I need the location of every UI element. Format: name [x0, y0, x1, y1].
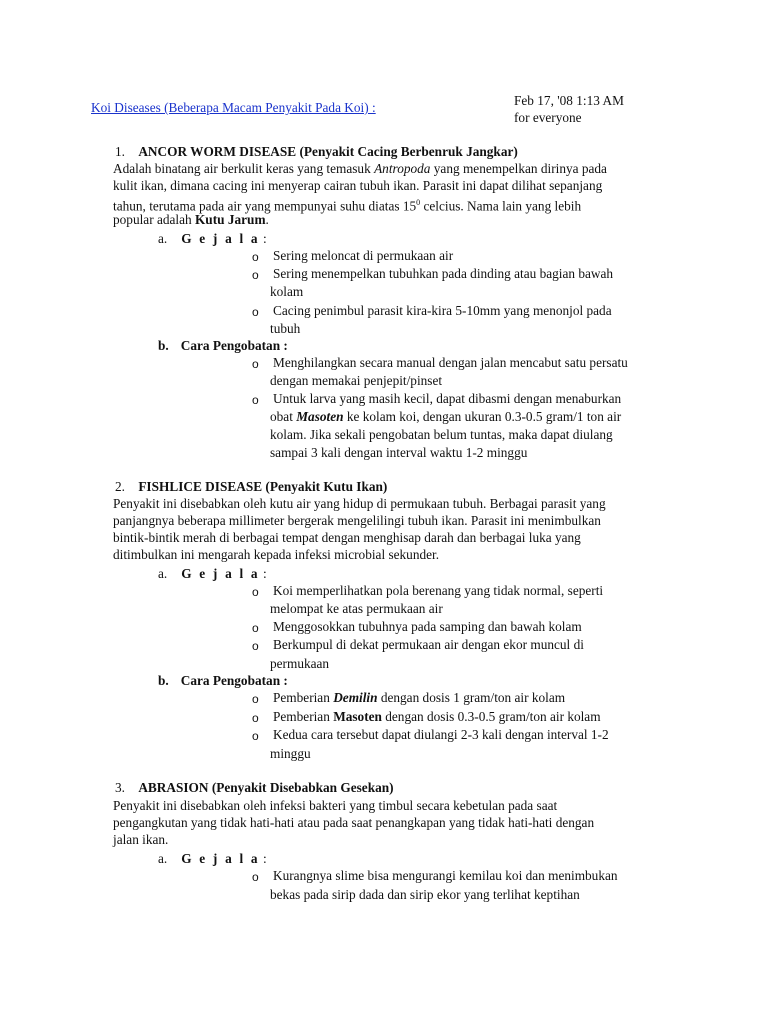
s3-para-line: jalan ikan.	[113, 832, 169, 847]
list-item: Menghilangkan secara manual dengan jalan mencabut satu persatu	[273, 355, 628, 370]
list-item: Menggosokkan tubuhnya pada samping dan bawah kolam	[273, 619, 582, 634]
list-item: Berkumpul di dekat permukaan air dengan ekor muncul di	[273, 637, 584, 652]
section-heading-text: ANCOR WORM DISEASE (Penyakit Cacing Berbenruk Jangkar)	[138, 144, 518, 159]
text-run: Adalah binatang air berkulit keras yang temasuk	[113, 161, 375, 176]
list-item: Sering meloncat di permukaan air	[273, 248, 454, 263]
list-item: Kedua cara tersebut dapat diulangi 2-3 kali dengan interval 1-2	[273, 727, 609, 742]
cara-label: Cara Pengobatan :	[180, 338, 288, 353]
subsection-a-label	[158, 850, 267, 868]
text-run-bold: Kutu Jarum	[194, 212, 266, 227]
list-item-continuation: tubuh	[270, 321, 301, 336]
list-item-continuation: melompat ke atas permukaan air	[270, 601, 443, 616]
section-heading-text: FISHLICE DISEASE (Penyakit Kutu Ikan)	[138, 479, 388, 494]
bullet-marker: o	[252, 585, 259, 599]
label-colon: :	[259, 851, 267, 866]
text-run-bold-italic: Demilin	[333, 690, 378, 705]
bullet-marker: o	[252, 305, 259, 319]
gejala-label: G e j a l a	[181, 566, 260, 581]
list-item-continuation: sampai 3 kali dengan interval waktu 1-2 minggu	[270, 445, 528, 460]
text-run: obat	[270, 409, 297, 424]
s1-para-line	[113, 211, 269, 229]
gejala-label: G e j a l a	[181, 851, 260, 866]
text-run: dengan dosis 1 gram/ton air kolam	[377, 690, 566, 705]
list-letter: a.	[158, 851, 168, 866]
bullet-marker: o	[252, 729, 259, 743]
bullet-marker: o	[252, 250, 259, 264]
degree-superscript: 0	[416, 198, 421, 207]
label-colon: :	[259, 231, 267, 246]
gejala-label: G e j a l a	[181, 231, 260, 246]
section-heading-text: ABRASION (Penyakit Disebabkan Gesekan)	[138, 780, 394, 795]
subsection-b-label	[158, 672, 288, 690]
title-link[interactable]: Koi Diseases (Beberapa Macam Penyakit Pada Koi) :	[91, 100, 376, 115]
list-item-continuation	[270, 408, 621, 426]
section-2-heading	[115, 478, 387, 496]
s1-para-line: kulit ikan, dimana cacing ini menyerap cairan tubuh ikan. Parasit ini dapat dilihat sepanjang	[113, 178, 603, 193]
subsection-b-label	[158, 337, 288, 355]
list-item	[273, 689, 565, 707]
bullet-marker: o	[252, 357, 259, 371]
text-run: yang menempelkan dirinya pada	[430, 161, 607, 176]
text-run: Pemberian	[273, 690, 334, 705]
list-item: Cacing penimbul parasit kira-kira 5-10mm yang menonjol pada	[273, 303, 612, 318]
s2-para-line: ditimbulkan ini mengarah kepada infeksi microbial sekunder.	[113, 547, 440, 562]
bullet-marker: o	[252, 393, 259, 407]
text-run: dengan dosis 0.3-0.5 gram/ton air kolam	[381, 709, 601, 724]
s1-para-line	[113, 194, 581, 212]
bullet-marker: o	[252, 621, 259, 635]
post-date: Feb 17, '08 1:13 AM	[514, 93, 624, 108]
text-run-bold-italic: Masoten	[296, 409, 344, 424]
text-run: tahun, terutama pada air yang mempunyai suhu diatas 15	[113, 198, 417, 214]
s2-para-line: Penyakit ini disebabkan oleh kutu air yang hidup di permukaan tubuh. Berbagai parasit yang	[113, 496, 606, 511]
s2-para-line: bintik-bintik merah di berbagai tempat dengan menghisap darah dan berbagai luka yang	[113, 530, 581, 545]
s3-para-line: Penyakit ini disebabkan oleh infeksi bakteri yang timbul secara kebetulan pada saat	[113, 798, 558, 813]
list-item: Sering menempelkan tubuhkan pada dinding atau bagian bawah	[273, 266, 614, 281]
text-run: Pemberian	[273, 709, 334, 724]
bullet-marker: o	[252, 268, 259, 282]
text-run: celcius. Nama lain yang lebih	[420, 198, 582, 214]
list-item-continuation: kolam. Jika sekali pengobatan belum tuntas, maka dapat diulang	[270, 427, 613, 442]
text-run: ke kolam koi, dengan ukuran 0.3-0.5 gram/1 ton air	[343, 409, 622, 424]
bullet-marker: o	[252, 639, 259, 653]
list-letter: a.	[158, 566, 168, 581]
list-item-continuation: kolam	[270, 284, 304, 299]
text-run-bold: Masoten	[333, 709, 382, 724]
list-item-continuation: permukaan	[270, 656, 330, 671]
section-1-heading	[115, 143, 518, 161]
section-number: 1.	[115, 144, 125, 159]
text-run: popular adalah	[113, 212, 195, 227]
s2-para-line: panjangnya beberapa millimeter bergerak mengelilingi tubuh ikan. Parasit ini menimbulkan	[113, 513, 601, 528]
list-letter: b.	[158, 338, 169, 353]
bullet-marker: o	[252, 692, 259, 706]
list-letter: b.	[158, 673, 169, 688]
list-item-continuation: dengan memakai penjepit/pinset	[270, 373, 443, 388]
list-item-continuation: bekas pada sirip dada dan sirip ekor yang terlihat keptihan	[270, 887, 580, 902]
list-item	[273, 708, 601, 726]
list-item: Koi memperlihatkan pola berenang yang tidak normal, seperti	[273, 583, 604, 598]
text-run: .	[265, 212, 269, 227]
list-letter: a.	[158, 231, 168, 246]
bullet-marker: o	[252, 711, 259, 725]
s1-para-line	[113, 160, 607, 178]
subsection-a-label	[158, 230, 267, 248]
document-title[interactable]	[91, 99, 376, 117]
s3-para-line: pengangkutan yang tidak hati-hati atau pada saat penangkapan yang tidak hati-hati dengan	[113, 815, 595, 830]
section-number: 3.	[115, 780, 125, 795]
bullet-marker: o	[252, 870, 259, 884]
label-colon: :	[259, 566, 267, 581]
list-item: Kurangnya slime bisa mengurangi kemilau koi dan menimbukan	[273, 868, 618, 883]
list-item-continuation: minggu	[270, 746, 311, 761]
section-number: 2.	[115, 479, 125, 494]
text-run-italic: Antropoda	[374, 161, 431, 176]
subsection-a-label	[158, 565, 267, 583]
cara-label: Cara Pengobatan :	[180, 673, 288, 688]
post-audience: for everyone	[514, 110, 582, 125]
list-item: Untuk larva yang masih kecil, dapat dibasmi dengan menaburkan	[273, 391, 622, 406]
section-3-heading	[115, 779, 394, 797]
